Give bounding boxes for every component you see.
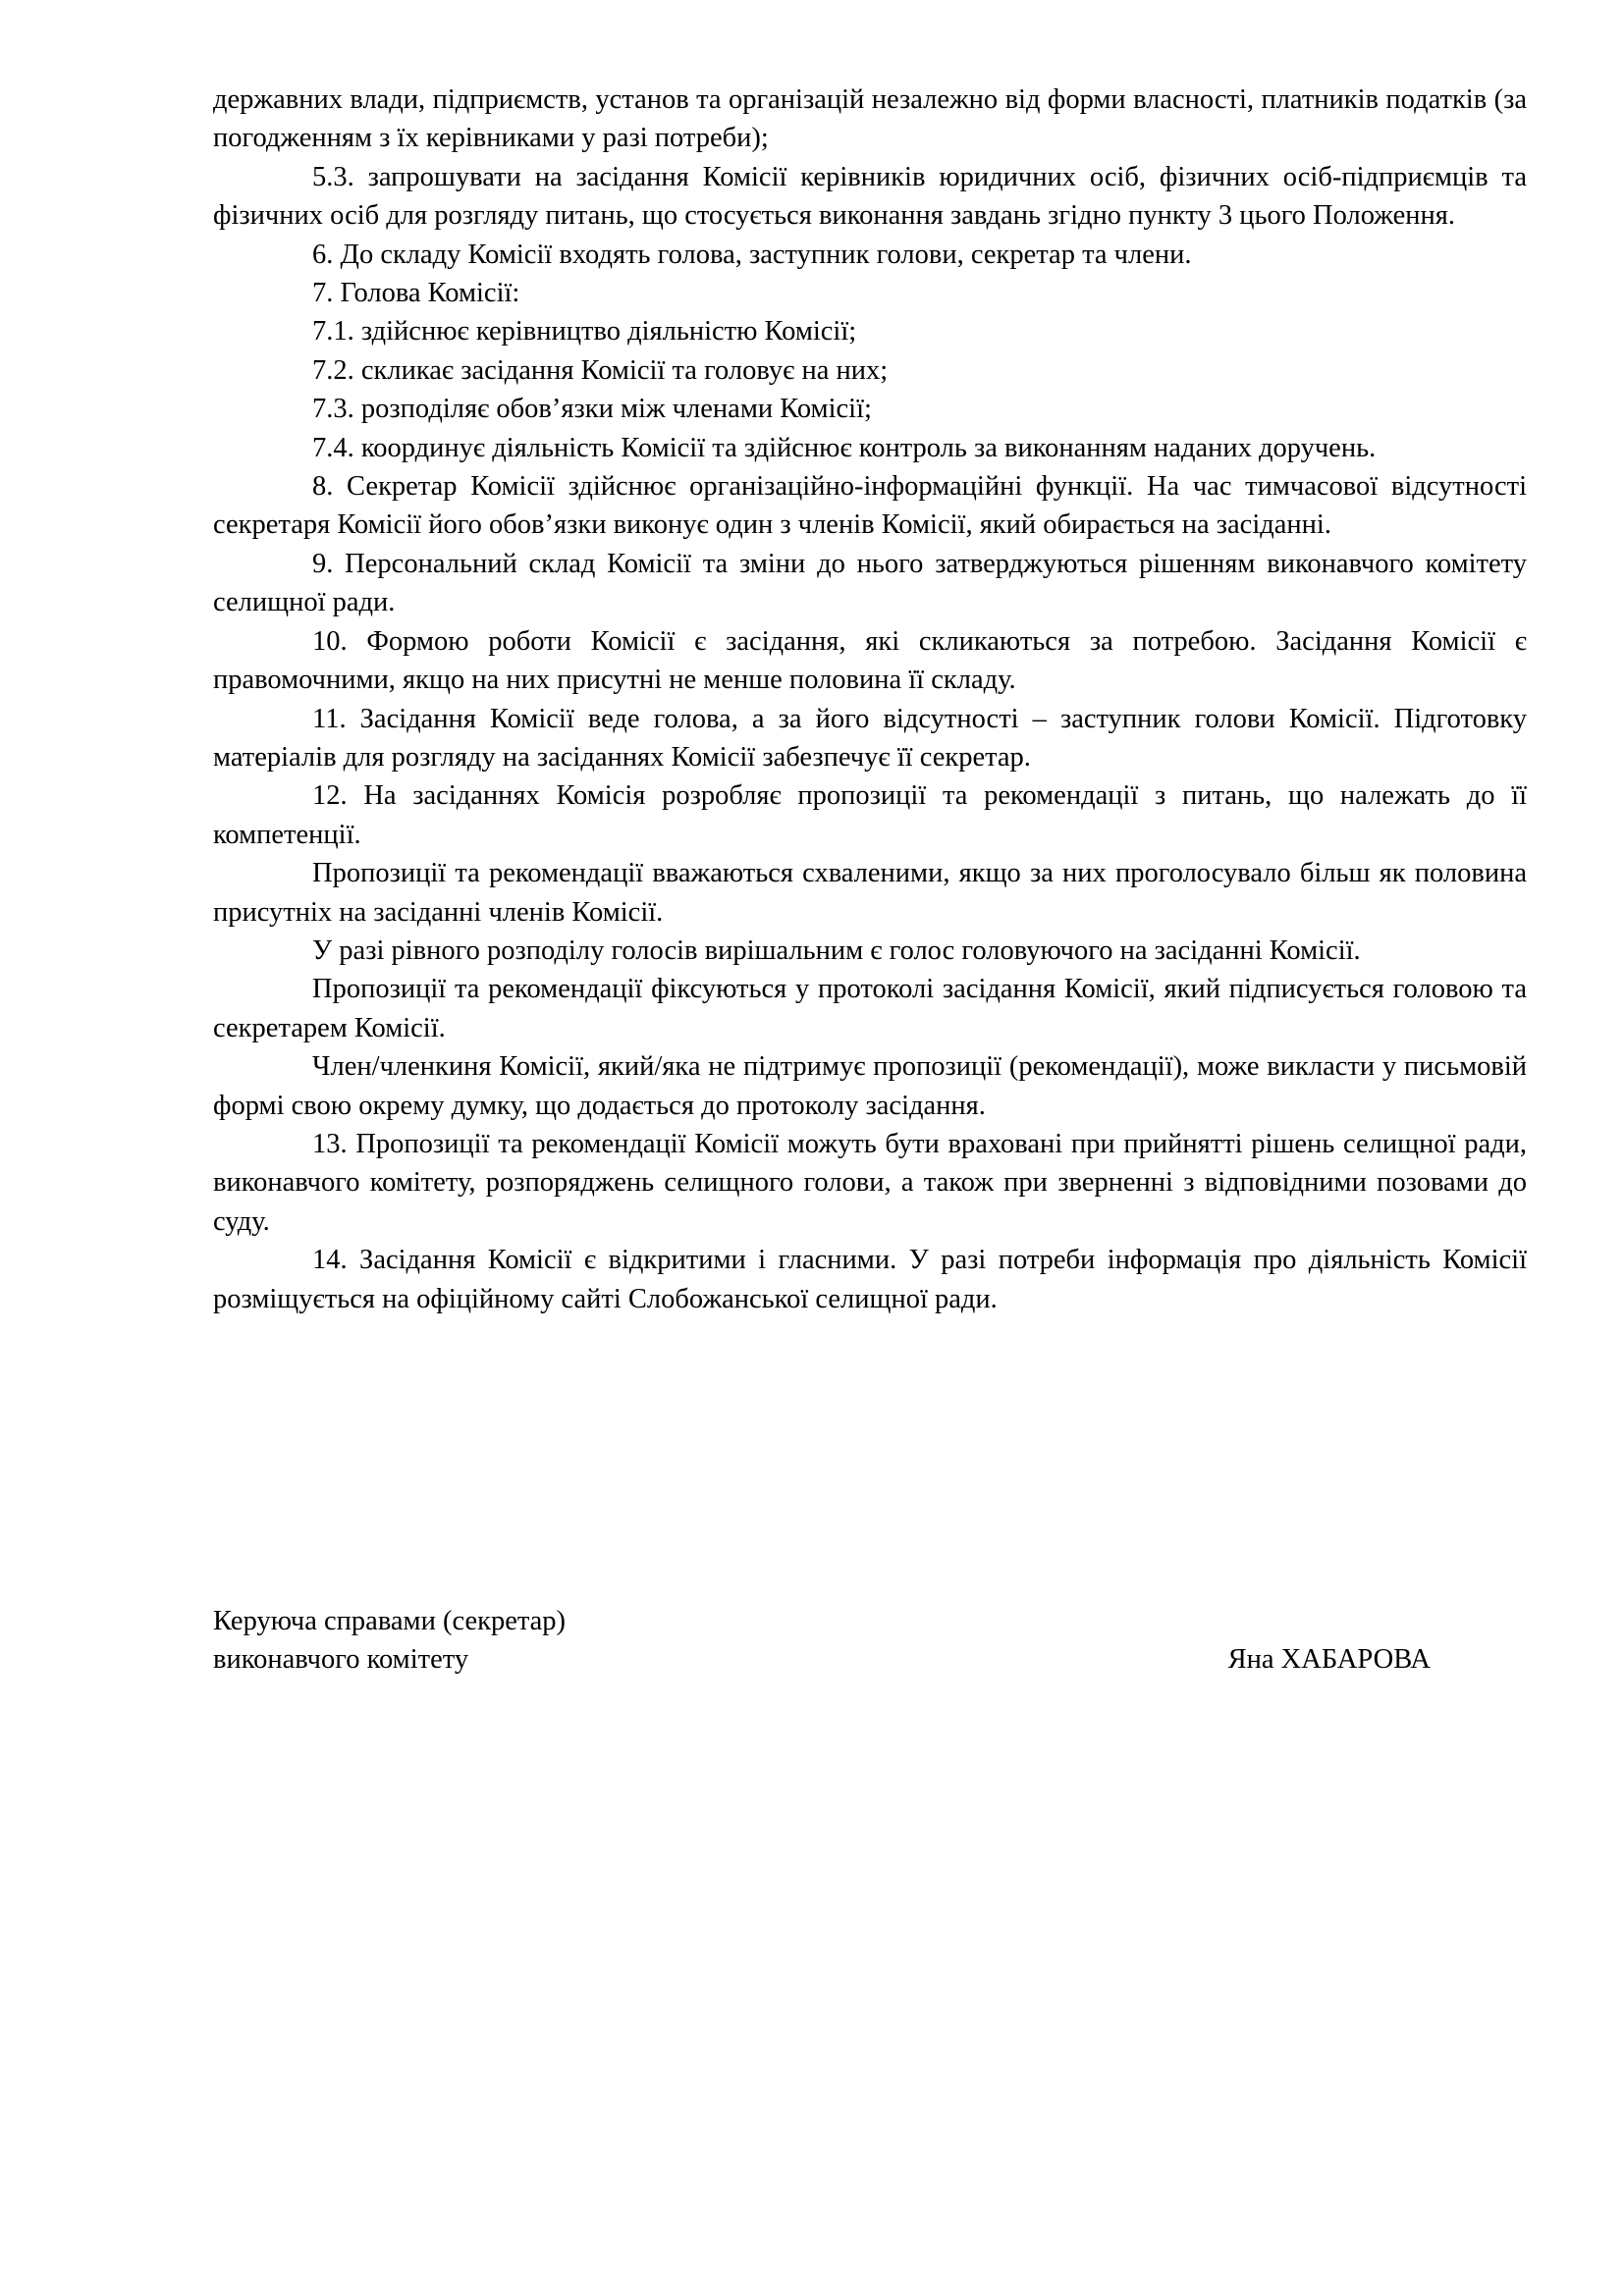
paragraph-5-3: 5.3. запрошувати на засідання Комісії керівників юридичних осіб, фізичних осіб-підприємців та фізичних осіб для розгляду питань, що стосується виконання завдань згідно пункту 3 цього Положення. bbox=[213, 161, 1527, 232]
paragraph-7-3: 7.3. розподіляє обов’язки між членами Комісії; bbox=[312, 394, 872, 425]
document-body bbox=[213, 80, 1527, 1318]
paragraph-7: 7. Голова Комісії: bbox=[312, 278, 520, 309]
paragraph-12-dissent: Член/членкиня Комісії, який/яка не підтримує пропозиції (рекомендації), може викласти у письмовій формі свою окрему думку, що додається до протоколу засідання. bbox=[213, 1051, 1527, 1121]
paragraph-7-1: 7.1. здійснює керівництво діяльністю Комісії; bbox=[312, 316, 857, 347]
paragraph-7-2: 7.2. скликає засідання Комісії та головує на них; bbox=[312, 354, 889, 386]
paragraph-12-tie-vote: У разі рівного розподілу голосів вирішальним є голос головуючого на засіданні Комісії. bbox=[312, 934, 1361, 966]
signature-position-text2: виконавчого комітету bbox=[213, 1644, 469, 1676]
signatory-name: Яна ХАБАРОВА bbox=[1227, 1644, 1431, 1676]
signature-position-line2 bbox=[213, 1640, 1431, 1679]
paragraph-7-4: 7.4. координує діяльність Комісії та здійснює контроль за виконанням наданих доручень. bbox=[312, 432, 1377, 463]
paragraph-8: 8. Секретар Комісії здійснює організаційно-інформаційні функції. На час тимчасової відсутності секретаря Комісії його обов’язки виконує один з членів Комісії, який обирається на засіданні. bbox=[213, 471, 1527, 541]
paragraph-6: 6. До складу Комісії входять голова, заступник голови, секретар та члени. bbox=[312, 239, 1192, 270]
signature-position-text1: Керуюча справами (секретар) bbox=[213, 1606, 567, 1636]
signature-block bbox=[213, 1602, 1431, 1680]
paragraph-10: 10. Формою роботи Комісії є засідання, які скликаються за потребою. Засідання Комісії є правомочними, якщо на них присутні не менше половина її складу. bbox=[213, 625, 1527, 696]
paragraph-12-approval: Пропозиції та рекомендації вважаються схваленими, якщо за них проголосувало більш як половина присутніх на засіданні членів Комісії. bbox=[213, 858, 1527, 928]
paragraph-13: 13. Пропозиції та рекомендації Комісії можуть бути враховані при прийнятті рішень селищної ради, виконавчого комітету, розпоряджень селищного голови, а також при зверненні з відповідними позовами до суду. bbox=[213, 1128, 1527, 1237]
paragraph-12-protocol: Пропозиції та рекомендації фіксуються у протоколі засідання Комісії, який підписується головою та секретарем Комісії. bbox=[213, 974, 1527, 1043]
paragraph-11: 11. Засідання Комісії веде голова, а за його відсутності – заступник голови Комісії. Підготовку матеріалів для розгляду на засіданнях Комісії забезпечує її секретар. bbox=[213, 703, 1527, 773]
paragraph-continuation: державних влади, підприємств, установ та організацій незалежно від форми власності, платників податків (за погодженням з їх керівниками у разі потреби); bbox=[213, 84, 1527, 154]
paragraph-12: 12. На засіданнях Комісія розробляє пропозиції та рекомендації з питань, що належать до її компетенції. bbox=[213, 780, 1527, 850]
signature-position-line1 bbox=[213, 1602, 1431, 1640]
paragraph-14: 14. Засідання Комісії є відкритими і гласними. У разі потреби інформація про діяльність Комісії розміщується на офіційному сайті Слобожанської селищної ради. bbox=[213, 1245, 1527, 1314]
paragraph-9: 9. Персональний склад Комісії та зміни до нього затверджуються рішенням виконавчого комітету селищної ради. bbox=[213, 548, 1527, 618]
